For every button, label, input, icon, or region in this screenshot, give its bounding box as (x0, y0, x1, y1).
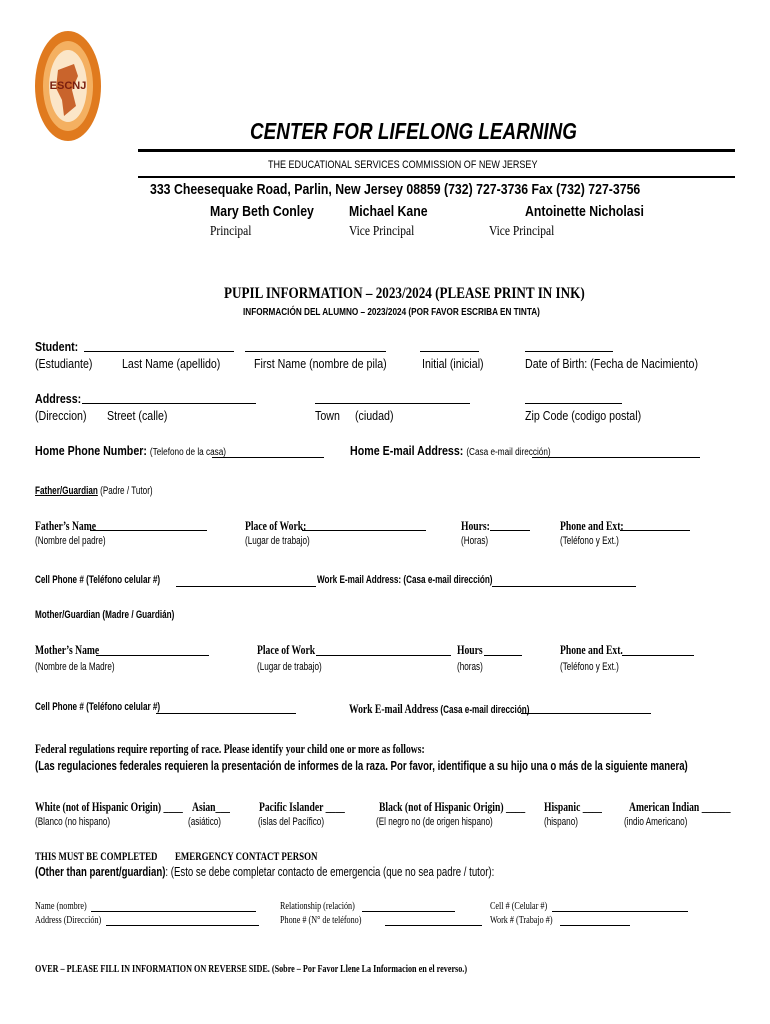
student-label-es: (Estudiante) (35, 356, 93, 371)
staff-role-3: Vice Principal (489, 224, 555, 239)
ec-cell-field[interactable] (552, 911, 688, 912)
staff-role-1: Principal (210, 224, 252, 239)
address-label: Address: (35, 391, 82, 406)
m-place-of-work-label: Place of Work (257, 642, 316, 657)
m-cell-phone-field[interactable] (156, 713, 296, 714)
initial-field[interactable] (420, 351, 479, 352)
school-address: 333 Cheesequake Road, Parlin, New Jersey 08859 (732) 727-3736 Fax (732) 727-3756 (150, 181, 641, 198)
other-than-parent: (Other than parent/guardian): (Esto se debe completar contacto de emergencia (que no sea padre / tutor): (35, 864, 495, 879)
phone-ext-field[interactable] (620, 530, 690, 531)
first-name-field[interactable] (245, 351, 386, 352)
hours-label: Hours: (461, 518, 490, 533)
m-hours-field[interactable] (484, 655, 522, 656)
dob-label: Date of Birth: (Fecha de Nacimiento) (525, 356, 699, 371)
dob-field[interactable] (525, 351, 613, 352)
cell-phone-field[interactable] (176, 586, 316, 587)
m-work-email-label: Work E-mail Address (Casa e-mail dirección) (349, 701, 530, 716)
fathers-name-field[interactable] (90, 530, 207, 531)
staff-name-2: Michael Kane (349, 203, 428, 220)
header-rule-bottom (138, 176, 735, 178)
town-label-es: (ciudad) (355, 408, 394, 423)
race-option-black[interactable]: Black (not of Hispanic Origin) ____ (379, 799, 526, 814)
place-of-work-field[interactable] (302, 530, 426, 531)
emergency-contact-heading: EMERGENCY CONTACT PERSON (175, 849, 318, 863)
street-label: Street (calle) (107, 408, 168, 423)
ec-relationship-label: Relationship (relación) (280, 900, 355, 912)
home-email-field[interactable] (532, 457, 700, 458)
race-note-es: (Las regulaciones federales requieren la presentación de informes de la raza. Por favor, identifique a su hijo una o más de la siguiente manera) (35, 758, 688, 773)
m-place-of-work-label-es: (Lugar de trabajo) (257, 661, 322, 673)
race-option-hispanic[interactable]: Hispanic ____ (544, 799, 602, 814)
header-rule-top (138, 149, 735, 152)
m-phone-ext-field[interactable] (622, 655, 694, 656)
race-option-pacific[interactable]: Pacific Islander ____ (259, 799, 345, 814)
m-hours-label: Hours (457, 642, 483, 657)
ec-work-label: Work # (Trabajo #) (490, 914, 553, 926)
must-complete-label: THIS MUST BE COMPLETED (35, 849, 158, 863)
race-option-white[interactable]: White (not of Hispanic Origin) ____ (35, 799, 183, 814)
student-label: Student: (35, 339, 79, 354)
hours-label-es: (Horas) (461, 535, 489, 547)
race-es-american-indian: (indio Americano) (624, 816, 688, 828)
logo-text: ESCNJ (49, 80, 87, 92)
header-subtitle: THE EDUCATIONAL SERVICES COMMISSION OF NEW JERSEY (268, 159, 538, 171)
staff-role-2: Vice Principal (349, 224, 415, 239)
work-email-label: Work E-mail Address: (Casa e-mail dirección) (317, 574, 493, 586)
race-es-white: (Blanco (no hispano) (35, 816, 111, 828)
home-email-label: Home E-mail Address: (Casa e-mail dirección) (350, 443, 551, 458)
phone-ext-label-es: (Teléfono y Ext.) (560, 535, 619, 547)
race-es-black: (El negro no (de origen hispano) (376, 816, 493, 828)
race-note: Federal regulations require reporting of race. Please identify your child one or more as follows: (35, 741, 425, 756)
first-name-label: First Name (nombre de pila) (254, 356, 387, 371)
m-phone-ext-label-es: (Teléfono y Ext.) (560, 661, 619, 673)
mothers-name-field[interactable] (96, 655, 209, 656)
last-name-field[interactable] (84, 351, 234, 352)
race-option-asian[interactable]: Asian___ (192, 799, 230, 814)
place-of-work-label: Place of Work: (245, 518, 307, 533)
zip-label: Zip Code (codigo postal) (525, 408, 642, 423)
ec-relationship-field[interactable] (362, 911, 455, 912)
ec-name-label: Name (nombre) (35, 900, 87, 912)
m-phone-ext-label: Phone and Ext. (560, 642, 623, 657)
mothers-name-label: Mother’s Name (35, 642, 100, 657)
m-place-of-work-field[interactable] (316, 655, 451, 656)
work-email-field[interactable] (492, 586, 636, 587)
fathers-name-label: Father’s Name (35, 518, 96, 533)
reverse-side-note: OVER – PLEASE FILL IN INFORMATION ON REVERSE SIDE. (Sobre – Por Favor Llene La Informacion en el reverso.) (35, 963, 468, 975)
ec-phone-field[interactable] (385, 925, 482, 926)
mothers-name-label-es: (Nombre de la Madre) (35, 661, 115, 673)
fathers-name-label-es: (Nombre del padre) (35, 535, 106, 547)
staff-name-3: Antoinette Nicholasi (525, 203, 644, 220)
town-label: Town (315, 408, 340, 423)
ec-work-field[interactable] (560, 925, 630, 926)
escnj-logo (34, 30, 102, 142)
mother-section-heading: Mother/Guardian (Madre / Guardián) (35, 609, 175, 621)
town-field[interactable] (315, 403, 470, 404)
race-es-pacific: (islas del Pacífico) (258, 816, 325, 828)
form-title: PUPIL INFORMATION – 2023/2024 (PLEASE PRINT IN INK) (224, 285, 585, 302)
initial-label: Initial (inicial) (422, 356, 484, 371)
hours-field[interactable] (490, 530, 530, 531)
ec-cell-label: Cell # (Celular #) (490, 900, 548, 912)
form-title-es: INFORMACIÓN DEL ALUMNO – 2023/2024 (POR FAVOR ESCRIBA EN TINTA) (243, 307, 540, 318)
home-phone-field[interactable] (212, 457, 324, 458)
m-cell-phone-label: Cell Phone # (Teléfono celular #) (35, 701, 161, 713)
race-es-hispanic: (hispano) (544, 816, 578, 828)
phone-ext-label: Phone and Ext: (560, 518, 624, 533)
ec-name-field[interactable] (91, 911, 256, 912)
place-of-work-label-es: (Lugar de trabajo) (245, 535, 310, 547)
last-name-label: Last Name (apellido) (122, 356, 221, 371)
address-label-es: (Direccion) (35, 408, 87, 423)
home-phone-label: Home Phone Number: (Telefono de la casa) (35, 443, 227, 458)
page-title: CENTER FOR LIFELONG LEARNING (250, 118, 577, 144)
race-option-american-indian[interactable]: American Indian ______ (629, 799, 731, 814)
ec-phone-label: Phone # (N° de teléfono) (280, 914, 362, 926)
father-section-heading: Father/Guardian (Padre / Tutor) (35, 485, 153, 497)
cell-phone-label: Cell Phone # (Teléfono celular #) (35, 574, 161, 586)
m-work-email-field[interactable] (521, 713, 651, 714)
street-field[interactable] (82, 403, 256, 404)
m-hours-label-es: (horas) (457, 661, 483, 673)
ec-address-field[interactable] (106, 925, 259, 926)
zip-field[interactable] (525, 403, 622, 404)
ec-address-label: Address (Dirección) (35, 914, 102, 926)
race-es-asian: (asiático) (188, 816, 222, 828)
staff-name-1: Mary Beth Conley (210, 203, 314, 220)
